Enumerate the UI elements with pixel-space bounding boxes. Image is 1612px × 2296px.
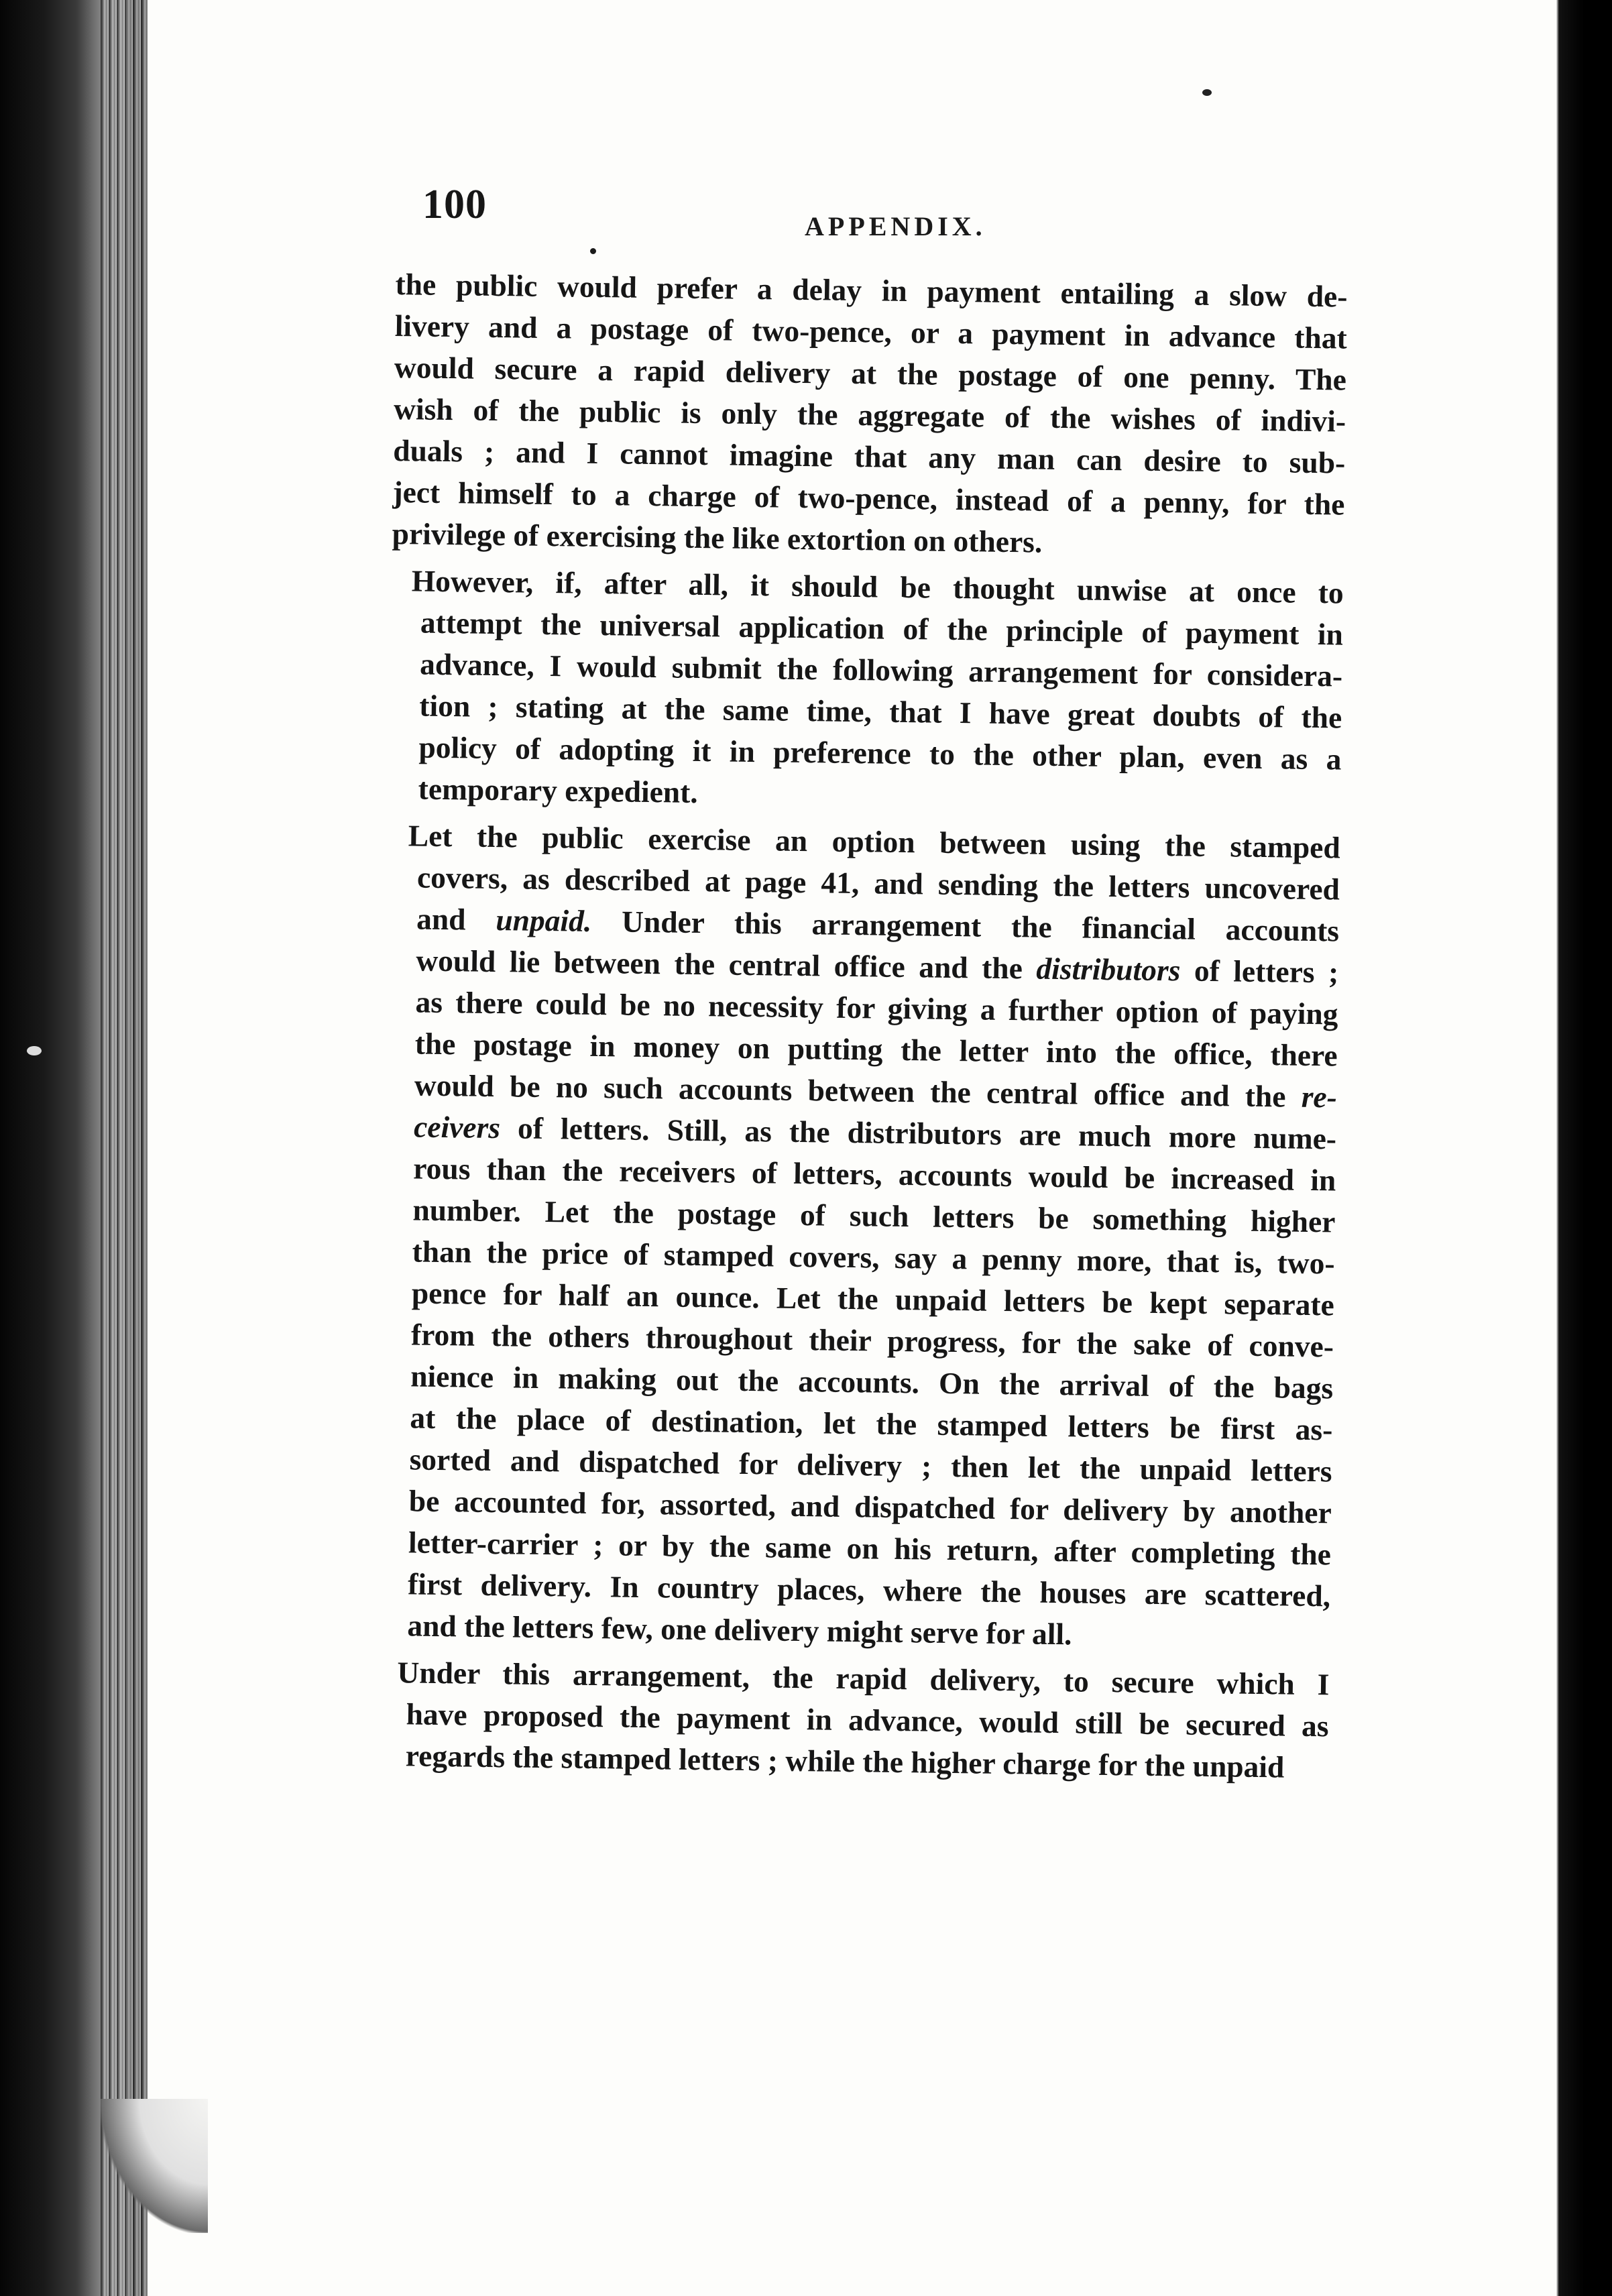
- text-line: ceivers of letters. Still, as the distributors are much more nume-: [413, 1109, 1337, 1156]
- text-line: Under this arrangement, the rapid delivery, to secure which I: [397, 1655, 1330, 1702]
- text-line: the postage in money on putting the letter into the office, there: [414, 1026, 1338, 1073]
- page-number: 100: [422, 182, 487, 227]
- text-line: number. Let the postage of such letters be something higher: [412, 1192, 1336, 1239]
- text-line: and the letters few, one delivery might serve for all.: [407, 1608, 1072, 1652]
- text-line: wish of the public is only the aggregate of the wishes of indivi-: [393, 391, 1346, 439]
- text-line: covers, as described at page 41, and sending the letters uncovered: [416, 860, 1340, 907]
- text-line: advance, I would submit the following arrangement for considera-: [419, 646, 1343, 693]
- text-line: the public would prefer a delay in payment entailing a slow de-: [395, 266, 1348, 314]
- running-head: [422, 181, 1013, 255]
- text-line: Let the public exercise an option between using the stamped: [408, 818, 1341, 865]
- text-line: attempt the universal application of the principle of payment in: [420, 605, 1344, 652]
- text-line: letter-carrier ; or by the same on his return, after completing the: [408, 1525, 1332, 1572]
- text-line: would secure a rapid delivery at the postage of one penny. The: [394, 349, 1347, 397]
- text-line: at the place of destination, let the stamped letters be first as-: [410, 1400, 1333, 1447]
- text-line: livery and a postage of two-pence, or a payment in advance that: [394, 308, 1348, 355]
- text-line: be accounted for, assorted, and dispatched for delivery by another: [408, 1483, 1332, 1530]
- text-line: tion ; stating at the same time, that I have great doubts of the: [419, 688, 1342, 735]
- text-line: However, if, after all, it should be thought unwise at once to: [411, 563, 1344, 610]
- text-line: sorted and dispatched for delivery ; then let the unpaid letters: [409, 1442, 1332, 1489]
- paragraph: [376, 1652, 1329, 1789]
- text-line: regards the stamped letters ; while the higher charge for the unpaid: [405, 1738, 1285, 1784]
- body-text: [376, 264, 1348, 1794]
- text-line: privilege of exercising the like extortion on others.: [392, 516, 1043, 559]
- page-gutter: [101, 0, 154, 2296]
- paragraph: [392, 264, 1348, 567]
- text-line: pence for half an ounce. Let the unpaid letters be kept separate: [411, 1275, 1335, 1322]
- text-line: first delivery. In country places, where the houses are scattered,: [407, 1566, 1331, 1613]
- text-line: have proposed the payment in advance, would still be secured as: [406, 1697, 1329, 1743]
- text-line: would lie between the central office and the distributors of letters ;: [416, 943, 1339, 990]
- paragraph: [378, 815, 1340, 1658]
- right-page-edge: [1542, 0, 1612, 2296]
- text-line: would be no such accounts between the central office and the re-: [414, 1068, 1338, 1114]
- running-title: APPENDIX.: [805, 211, 986, 241]
- page-corner-curl: [101, 2099, 208, 2233]
- text-line: rous than the receivers of letters, accounts would be increased in: [413, 1151, 1336, 1198]
- text-line: from the others throughout their progress, for the sake of conve-: [410, 1317, 1334, 1364]
- text-line: duals ; and I cannot imagine that any man can desire to sub-: [393, 433, 1346, 480]
- scan-dust-speck: [27, 1046, 42, 1055]
- scan-dust-speck: [1202, 89, 1212, 96]
- text-line: policy of adopting it in preference to the other plan, even as a: [418, 730, 1342, 777]
- text-line: as there could be no necessity for giving a further option of paying: [415, 984, 1338, 1031]
- text-line: than the price of stamped covers, say a penny more, that is, two-: [412, 1234, 1335, 1281]
- text-line: nience in making out the accounts. On the arrival of the bags: [410, 1359, 1334, 1405]
- text-line: temporary expedient.: [418, 771, 699, 809]
- text-line: ject himself to a charge of two-pence, instead of a penny, for the: [392, 474, 1345, 522]
- text-line: and unpaid. Under this arrangement the financial accounts: [416, 901, 1340, 948]
- paragraph: [388, 560, 1344, 822]
